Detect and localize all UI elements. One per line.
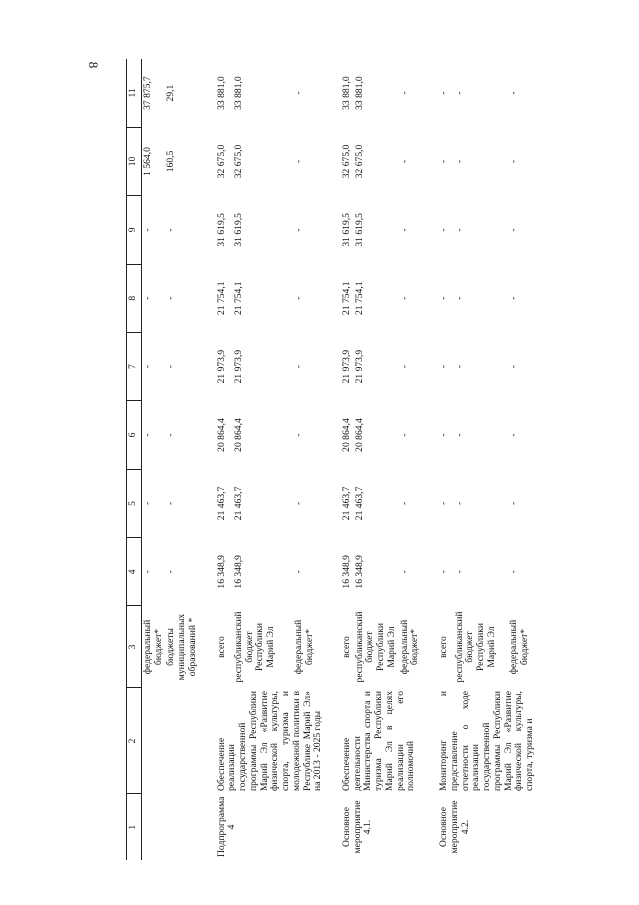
- amount-cell: -: [438, 91, 450, 95]
- amount-cell: 33 881,0: [341, 76, 353, 110]
- amount-cell: 33 881,0: [232, 76, 244, 110]
- amount-cell: 31 619,5: [353, 213, 365, 247]
- amount-cell: -: [508, 365, 520, 369]
- amount-cell: 32 675,0: [215, 144, 227, 179]
- amount-cell: -: [453, 433, 465, 437]
- column-number-7: 7: [127, 332, 142, 400]
- amount-cell: -: [165, 570, 177, 574]
- amount-cell: -: [165, 433, 177, 437]
- amount-cell: -: [293, 501, 305, 506]
- rotated-page-content: [126, 60, 626, 860]
- amount-cell: -: [508, 433, 520, 437]
- amount-cell: -: [398, 365, 410, 369]
- funding-table: [126, 59, 537, 860]
- amount-cell: -: [398, 228, 410, 232]
- funding-source: республиканский бюджет Республики Марий Эл: [353, 611, 397, 683]
- amount-cell: -: [142, 433, 153, 437]
- block-spacer: [325, 59, 341, 860]
- empty-label-cell: [142, 794, 166, 860]
- amount-cell: -: [438, 159, 450, 164]
- amount-cell: 20 864,4: [232, 418, 244, 452]
- funding-source: всего: [438, 636, 450, 658]
- program-label: Основное мероприятие 4.2.: [438, 800, 471, 854]
- amount-cell: 32 675,0: [232, 144, 244, 179]
- program-description: Обеспечение деятельности Министерства спорта и туризма Республики Марий Эл в целях реализации его полномочий: [341, 691, 417, 791]
- amount-cell: -: [142, 570, 153, 574]
- column-number-4: 4: [127, 538, 142, 606]
- amount-cell: -: [453, 159, 465, 164]
- amount-cell: -: [508, 296, 520, 300]
- column-number-9: 9: [127, 196, 142, 264]
- amount-cell: 16 348,9: [232, 555, 244, 589]
- amount-cell: -: [293, 296, 305, 300]
- amount-cell: 21 754,1: [215, 281, 227, 316]
- amount-cell: 21 463,7: [353, 486, 365, 521]
- amount-cell: -: [438, 570, 450, 574]
- funding-source: республиканский бюджет Республики Марий Эл: [453, 611, 497, 683]
- table-row: [438, 59, 453, 860]
- amount-cell: 16 348,9: [341, 555, 353, 589]
- amount-cell: 21 463,7: [232, 486, 244, 521]
- empty-description-cell: [142, 688, 166, 794]
- funding-source: федеральный бюджет*: [293, 619, 316, 675]
- column-number-5: 5: [127, 469, 142, 537]
- funding-source: федеральный бюджет*: [142, 619, 164, 675]
- table-row: [142, 59, 166, 860]
- amount-cell: -: [453, 91, 465, 95]
- amount-cell: -: [398, 570, 410, 574]
- amount-cell: -: [398, 296, 410, 300]
- amount-cell: -: [453, 296, 465, 300]
- amount-cell: -: [508, 91, 520, 95]
- amount-cell: -: [438, 365, 450, 369]
- amount-cell: 37 875,7: [142, 76, 153, 110]
- amount-cell: -: [165, 365, 177, 369]
- amount-cell: 21 754,1: [353, 281, 365, 316]
- amount-cell: 21 973,9: [232, 349, 244, 384]
- funding-source: всего: [215, 636, 227, 658]
- block-spacer: [422, 59, 438, 860]
- column-number-11: 11: [127, 59, 142, 127]
- amount-cell: -: [142, 296, 153, 300]
- amount-cell: 20 864,4: [353, 418, 365, 452]
- table-row: [216, 59, 233, 860]
- amount-cell: 21 463,7: [215, 486, 227, 521]
- amount-cell: 31 619,5: [215, 213, 227, 247]
- empty-description-cell: [165, 688, 199, 794]
- empty-label-cell: [165, 794, 199, 860]
- program-label: Основное мероприятие 4.1.: [341, 800, 374, 854]
- funding-source: всего: [341, 636, 353, 658]
- amount-cell: -: [293, 228, 305, 232]
- amount-cell: -: [453, 365, 465, 369]
- amount-cell: -: [453, 501, 465, 506]
- column-number-6: 6: [127, 401, 142, 469]
- column-number-10: 10: [127, 127, 142, 195]
- column-number-8: 8: [127, 264, 142, 332]
- amount-cell: -: [165, 228, 177, 232]
- amount-cell: -: [508, 159, 520, 164]
- amount-cell: -: [165, 501, 177, 506]
- amount-cell: -: [398, 159, 410, 164]
- amount-cell: -: [438, 501, 450, 506]
- amount-cell: 160,5: [165, 150, 177, 173]
- amount-cell: 32 675,0: [341, 144, 353, 179]
- amount-cell: 16 348,9: [353, 555, 365, 589]
- amount-cell: -: [398, 433, 410, 437]
- table-row: [165, 59, 199, 860]
- spacer-cell: [422, 59, 438, 860]
- amount-cell: 21 973,9: [215, 349, 227, 384]
- amount-cell: -: [398, 501, 410, 506]
- amount-cell: -: [508, 501, 520, 506]
- amount-cell: 21 463,7: [341, 486, 353, 521]
- amount-cell: -: [398, 91, 410, 95]
- amount-cell: 21 973,9: [341, 349, 353, 384]
- amount-cell: 31 619,5: [341, 213, 353, 247]
- amount-cell: 31 619,5: [232, 213, 244, 247]
- program-description: Обеспечение реализации государственной программы Республики Марий Эл «Развитие физической культуры, спорта, туризма и молодежной политики в Республике Марий Эл» на 2013 - 2025 годы: [215, 691, 324, 791]
- table-header-row: [127, 59, 142, 860]
- table-row: [341, 59, 354, 860]
- amount-cell: 32 675,0: [353, 144, 365, 179]
- amount-cell: -: [438, 433, 450, 437]
- amount-cell: -: [142, 365, 153, 369]
- funding-source: бюджеты муниципальных образований *: [165, 613, 198, 681]
- amount-cell: 33 881,0: [353, 76, 365, 110]
- amount-cell: -: [438, 228, 450, 232]
- amount-cell: -: [293, 159, 305, 164]
- amount-cell: 33 881,0: [215, 76, 227, 110]
- amount-cell: -: [293, 365, 305, 369]
- amount-cell: 21 754,1: [232, 281, 244, 316]
- amount-cell: 21 754,1: [341, 281, 353, 316]
- funding-source: республиканский бюджет Республики Марий Эл: [232, 611, 277, 683]
- page-number: 8: [86, 61, 101, 69]
- amount-cell: -: [142, 501, 153, 506]
- amount-cell: -: [508, 570, 520, 574]
- amount-cell: 20 864,4: [341, 418, 353, 452]
- amount-cell: -: [508, 228, 520, 232]
- funding-source: федеральный бюджет*: [398, 619, 421, 675]
- amount-cell: -: [438, 296, 450, 300]
- program-description: Мониторинг и представление отчетности о ходе реализации государственной программы Республики Марий Эл «Развитие физической культуры, спорта, туризма и: [438, 691, 536, 791]
- column-number-2: 2: [127, 688, 142, 794]
- amount-cell: -: [293, 570, 305, 574]
- amount-cell: 21 973,9: [353, 349, 365, 384]
- amount-cell: 29,1: [165, 84, 177, 102]
- amount-cell: 16 348,9: [215, 555, 227, 589]
- column-number-1: 1: [127, 794, 142, 860]
- amount-cell: -: [453, 570, 465, 574]
- amount-cell: -: [165, 296, 177, 300]
- amount-cell: -: [453, 228, 465, 232]
- block-spacer: [200, 59, 216, 860]
- amount-cell: -: [142, 228, 153, 232]
- program-label: Подпрограмма 4: [215, 796, 238, 857]
- spacer-cell: [200, 59, 216, 860]
- amount-cell: -: [293, 433, 305, 437]
- funding-source: федеральный бюджет*: [508, 619, 530, 675]
- column-number-3: 3: [127, 606, 142, 688]
- amount-cell: -: [293, 91, 305, 95]
- amount-cell: 1 564,0: [142, 147, 153, 176]
- spacer-cell: [325, 59, 341, 860]
- amount-cell: 20 864,4: [215, 418, 227, 452]
